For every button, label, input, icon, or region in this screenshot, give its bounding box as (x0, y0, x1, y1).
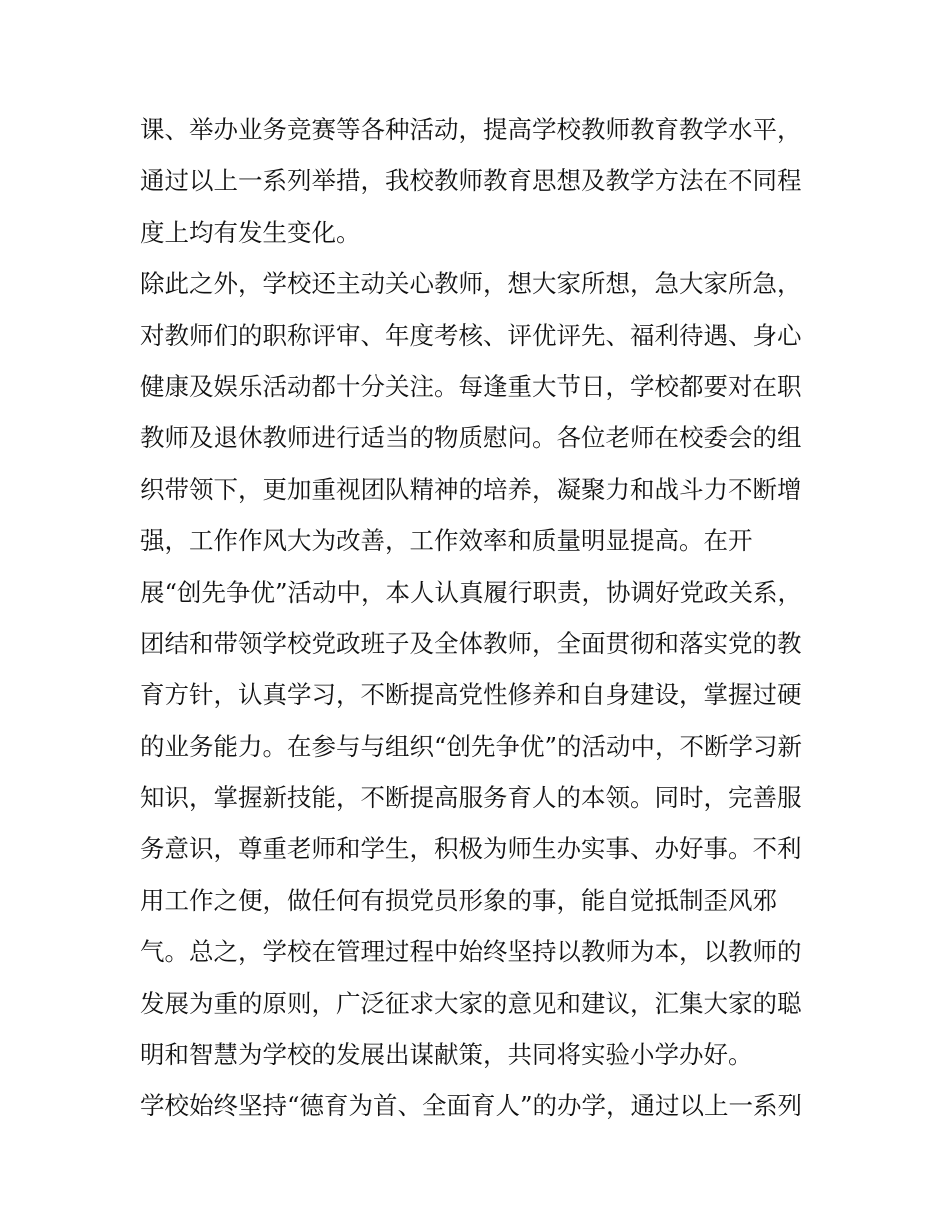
text-line: 的业务能力。在参与与组织“创先争优”的活动中，不断学习新 (140, 731, 803, 761)
text-line: 课、举办业务竞赛等各种活动，提高学校教师教育教学水平， (140, 115, 802, 144)
text-line: 育方针，认真学习，不断提高党性修养和自身建设，掌握过硬 (140, 680, 802, 710)
text-line: 发展为重的原则，广泛征求大家的意见和建议，汇集大家的聪 (140, 988, 802, 1018)
text-line: 用工作之便，做任何有损党员形象的事，能自觉抵制歪风邪 (140, 885, 777, 915)
text-line: 明和智慧为学校的发展出谋献策，共同将实验小学办好。 (140, 1040, 753, 1070)
text-line: 教师及退休教师进行适当的物质慰问。各位老师在校委会的组 (140, 423, 802, 453)
text-line: 对教师们的职称评审、年度考核、评优评先、福利待遇、身心 (140, 320, 802, 350)
text-line: 强，工作作风大为改善，工作效率和质量明显提高。在开 (140, 526, 753, 556)
text-line: 度上均有发生变化。 (140, 217, 361, 247)
text-line: 织带领下，更加重视团队精神的培养，凝聚力和战斗力不断增 (140, 474, 802, 504)
text-line: 除此之外，学校还主动关心教师，想大家所想，急大家所急， (140, 269, 802, 299)
text-line: 知识，掌握新技能，不断提高服务育人的本领。同时，完善服 (140, 783, 802, 813)
text-line: 展“创先争优”活动中，本人认真履行职责，协调好党政关系， (140, 577, 803, 607)
text-line: 团结和带领学校党政班子及全体教师，全面贯彻和落实党的教 (140, 628, 802, 658)
text-line: 务意识，尊重老师和学生，积极为师生办实事、办好事。不利 (140, 834, 802, 864)
text-line: 健康及娱乐活动都十分关注。每逢重大节日，学校都要对在职 (140, 371, 802, 401)
text-line: 学校始终坚持“德育为首、全面育人”的办学，通过以上一系列 (140, 1091, 803, 1121)
body-text (140, 104, 820, 1132)
text-line: 气。总之，学校在管理过程中始终坚持以教师为本，以教师的 (140, 937, 802, 967)
text-line: 通过以上一系列举措，我校教师教育思想及教学方法在不同程 (140, 166, 802, 196)
